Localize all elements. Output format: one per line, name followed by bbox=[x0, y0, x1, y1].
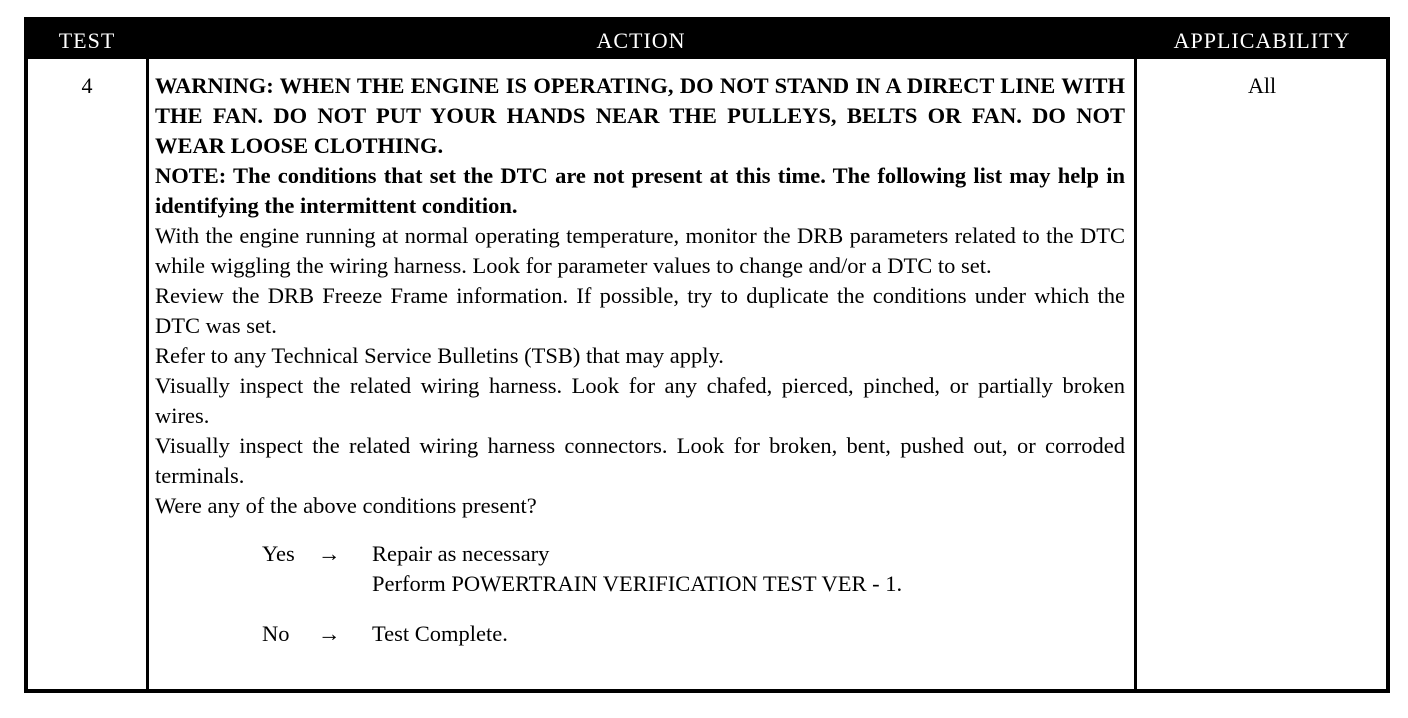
table-header bbox=[28, 21, 1386, 59]
right-arrow-icon: → bbox=[318, 541, 341, 566]
action-cell bbox=[155, 71, 1125, 649]
note-text: NOTE: The conditions that set the DTC are not present at this time. The following list may help in identifying the intermittent condition. bbox=[155, 163, 1125, 218]
step-text: Visually inspect the related wiring harness connectors. Look for broken, bent, pushed out, or corroded terminals. bbox=[155, 433, 1125, 488]
diagnostic-test-table bbox=[24, 17, 1390, 693]
outcome-yes-line: Repair as necessary bbox=[372, 541, 550, 566]
header-applicability: APPLICABILITY bbox=[1173, 28, 1351, 53]
column-divider bbox=[1134, 59, 1137, 689]
warning-text: WARNING: WHEN THE ENGINE IS OPERATING, DO NOT STAND IN A DIRECT LINE WITH THE FAN. DO NOT PUT YOUR HANDS NEAR THE PULLEYS, BELTS OR FAN. DO NOT WEAR LOOSE CLOTHING. bbox=[155, 73, 1125, 158]
outcome-no-line: Test Complete. bbox=[372, 621, 508, 646]
outcome-no-label: No bbox=[262, 621, 290, 646]
outcome-yes bbox=[262, 539, 1125, 599]
applicability-value: All bbox=[1247, 73, 1277, 98]
outcome-no bbox=[262, 619, 1125, 649]
step-text: Refer to any Technical Service Bulletins (TSB) that may apply. bbox=[155, 343, 724, 368]
step-text: Review the DRB Freeze Frame information. If possible, try to duplicate the conditions under which the DTC was set. bbox=[155, 283, 1125, 338]
outcome-yes-label: Yes bbox=[262, 541, 295, 566]
right-arrow-icon: → bbox=[318, 621, 341, 646]
step-text: Visually inspect the related wiring harness. Look for any chafed, pierced, pinched, or partially broken wires. bbox=[155, 373, 1125, 428]
outcome-yes-line: Perform POWERTRAIN VERIFICATION TEST VER - 1. bbox=[372, 571, 903, 596]
test-number: 4 bbox=[81, 73, 93, 98]
step-text: With the engine running at normal operating temperature, monitor the DRB parameters related to the DTC while wiggling the wiring harness. Look for parameter values to change and/or a DTC to set. bbox=[155, 223, 1125, 278]
header-test: TEST bbox=[58, 28, 116, 53]
header-action: ACTION bbox=[596, 28, 686, 53]
question-text: Were any of the above conditions present? bbox=[155, 493, 537, 518]
column-divider bbox=[146, 59, 149, 689]
